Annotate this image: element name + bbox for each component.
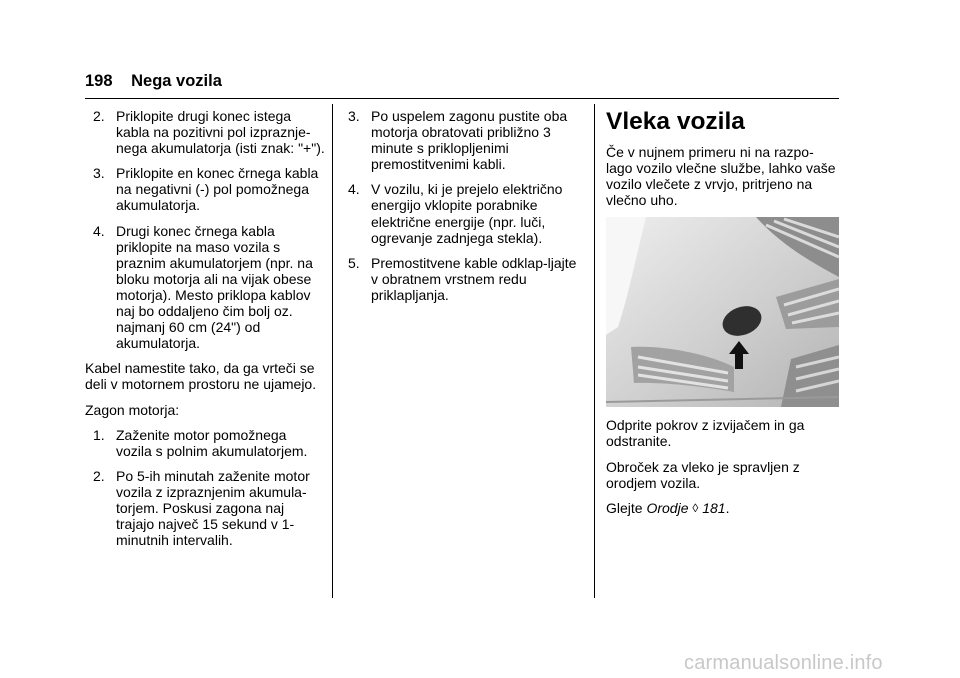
step-number: 4. (93, 222, 105, 239)
step-text: Po uspelem zagonu pustite oba motorja obratovati približno 3 minute s priklopljenimi premostitvenimi kabli. (371, 108, 568, 173)
reference-page[interactable]: 181 (702, 499, 726, 516)
step-number: 1. (93, 426, 105, 443)
steps-list-c (340, 108, 580, 303)
list-item (340, 108, 580, 172)
step-text: Po 5-ih minutah zaženite motor vozila z izpraznjenim akumula-torjem. Poskusi zagona naj trajajo največ 15 sekund v 1-minutnih intervalih. (116, 467, 310, 549)
towing-intro: Če v nujnem primeru ni na razpo-lago vozilo vlečne službe, lahko vaše vozilo vlečete z vrvjo, pritrjeno na vlečno uho. (606, 144, 836, 209)
engine-start-subheading: Zagon motorja: (85, 401, 180, 418)
watermark: carmanualsonline.info (684, 652, 883, 674)
column-divider-left (332, 104, 333, 598)
header-rule (85, 98, 839, 99)
page-reference-icon: ◊ (692, 500, 699, 515)
reference-suffix: . (725, 499, 730, 516)
towing-heading: Vleka vozila (606, 108, 745, 135)
step-text: Priklopite en konec črnega kabla na negativni (-) pol pomožnega akumulatorja. (116, 165, 319, 214)
list-item (85, 468, 325, 548)
steps-list-b (85, 427, 325, 549)
step-text: Drugi konec črnega kabla priklopite na maso vozila s praznim akumulatorjem (npr. na bloku motorja ali na vijak obese motorja). Mesto priklopa kablov naj bo oddaljeno čim bolj oz. najmanj 60 cm (24") od akumulatorja. (116, 222, 313, 352)
step-number: 2. (93, 108, 105, 124)
step-number: 3. (93, 165, 105, 182)
tow-eye-location-text: Obroček za vleko je spravljen z orodjem vozila. (606, 458, 800, 491)
left-column (85, 108, 325, 557)
step-number: 4. (348, 181, 360, 198)
reference-line (606, 500, 840, 516)
section-title: Nega vozila (131, 72, 222, 90)
list-item (340, 255, 580, 303)
step-number: 5. (348, 254, 360, 271)
bumper-illustration (606, 217, 839, 407)
step-text: Zaženite motor pomožnega vozila s polnim akumulatorjem. (116, 426, 308, 459)
column-divider-right (594, 104, 595, 598)
page-header (85, 72, 222, 91)
list-item (340, 181, 580, 245)
list-item (85, 223, 325, 352)
steps-list-a (85, 108, 325, 351)
list-item (85, 108, 325, 156)
list-item (85, 165, 325, 213)
step-text: V vozilu, ki je prejelo električno energijo vklopite porabnike električne energije (npr. luči, ogrevanje zadnjega stekla). (371, 181, 563, 246)
reference-prefix: Glejte (606, 499, 643, 516)
step-number: 3. (348, 108, 360, 124)
list-item (85, 427, 325, 459)
reference-title[interactable]: Orodje (646, 499, 689, 516)
step-number: 2. (93, 467, 105, 484)
step-text: Premostitvene kable odklap-ljajte v obratnem vrstnem redu priklapljanja. (371, 254, 577, 303)
right-column (606, 108, 840, 525)
page-number: 198 (85, 72, 113, 90)
step-text: Priklopite drugi konec istega kabla na pozitivni pol izpraznje-nega akumulatorja (isti znak: "+"). (116, 108, 325, 157)
cable-note-paragraph: Kabel namestite tako, da ga vrteči se deli v motornem prostoru ne ujamejo. (85, 360, 317, 393)
middle-column (340, 108, 580, 312)
remove-cover-text: Odprite pokrov z izvijačem in ga odstranite. (606, 417, 805, 450)
